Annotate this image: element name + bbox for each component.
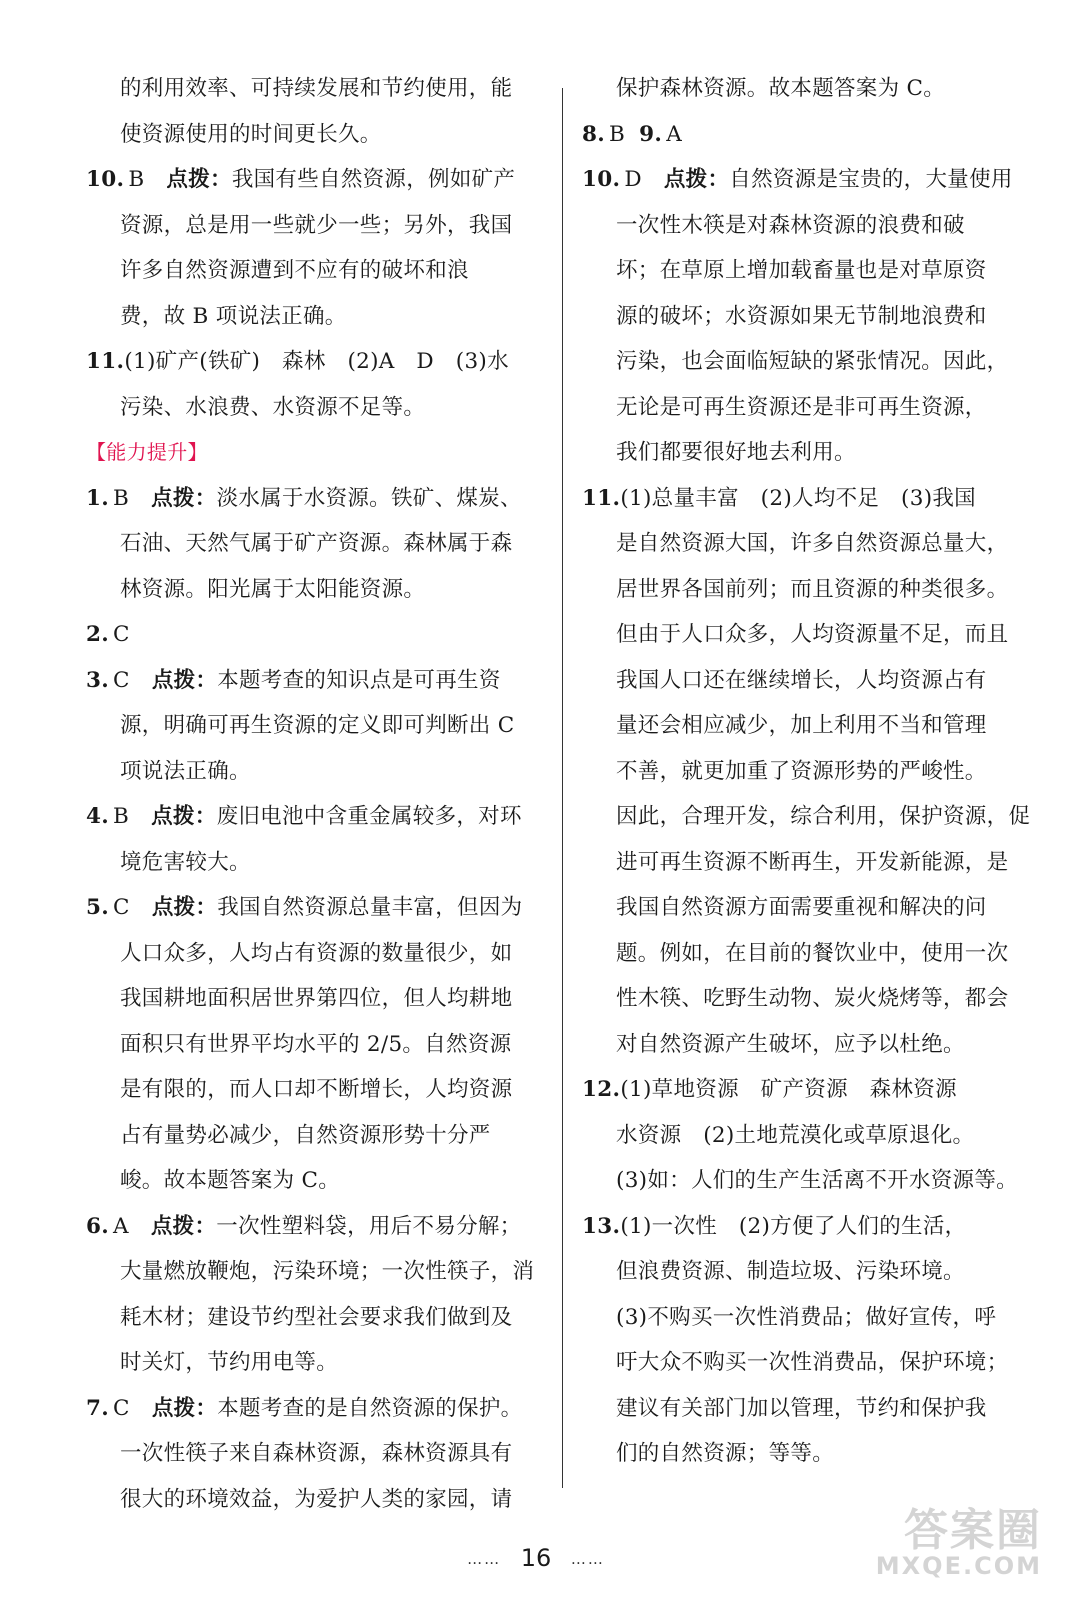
answer-item — [582, 1067, 1034, 1113]
answer-letter: C — [113, 667, 130, 693]
text-line: 耗木材；建设节约型社会要求我们做到及 — [120, 1304, 513, 1330]
text-line: 我国自然资源方面需要重视和解决的问 — [616, 895, 987, 920]
text-line: 面积只有世界平均水平的 2/5。自然资源 — [120, 1031, 512, 1057]
text-line: 林资源。阳光属于太阳能资源。 — [120, 576, 426, 602]
text-line: 项说法正确。 — [120, 758, 251, 784]
watermark-logo: 答案圈 — [904, 1505, 1042, 1556]
question-number: 6. — [86, 1213, 110, 1239]
text-line: 一次性筷子来自森林资源，森林资源具有 — [120, 1441, 513, 1466]
question-number: 13. — [582, 1213, 621, 1239]
answer-item — [86, 476, 542, 522]
answer-text: 废旧电池中含重金属较多，对环 — [216, 804, 522, 829]
text-line: 的利用效率、可持续发展和节约使用，能 — [120, 76, 513, 101]
answer-letter: A — [666, 121, 683, 147]
question-number: 4. — [86, 804, 110, 829]
text-line: 们的自然资源；等等。 — [616, 1441, 835, 1466]
left-column — [86, 66, 542, 1522]
text-line: 污染、水浪费、水资源不足等。 — [120, 394, 426, 420]
text-line: 但浪费资源、制造垃圾、污染环境。 — [616, 1259, 965, 1284]
answer-letter: A — [113, 1213, 129, 1239]
section-heading: 【能力提升】 — [86, 440, 208, 464]
answer-letter: D — [624, 167, 642, 192]
text-line: 建议有关部门加以管理，节约和保护我 — [616, 1395, 987, 1421]
answer-text: 本题考查的知识点是可再生资 — [217, 667, 501, 693]
text-line: 量还会相应减少，加上利用不当和管理 — [616, 713, 987, 738]
answer-item — [86, 885, 542, 931]
text-line: 大量燃放鞭炮，污染环境；一次性筷子，消 — [120, 1259, 535, 1284]
answer-item — [582, 112, 1034, 158]
hint-label: 点拨： — [150, 1213, 217, 1239]
text-line: (3)不购买一次性消费品；做好宣传，呼 — [616, 1304, 997, 1330]
text-line: 是有限的，而人口却不断增长，人均资源 — [120, 1077, 513, 1102]
text-line: 性木筷、吃野生动物、炭火烧烤等，都会 — [616, 986, 1009, 1011]
answer-item — [582, 1204, 1034, 1250]
question-number: 10. — [582, 167, 621, 192]
hint-label: 点拨： — [151, 1395, 218, 1421]
page-number: 16 — [520, 1544, 552, 1572]
answer-letter: B — [128, 167, 145, 192]
text-line: 使资源使用的时间更长久。 — [120, 121, 382, 147]
answer-letter: C — [113, 895, 130, 920]
answer-letter: C — [113, 622, 130, 647]
watermark — [875, 1505, 1042, 1580]
text-line: 时关灯，节约用电等。 — [120, 1350, 339, 1375]
question-number: 7. — [86, 1395, 110, 1421]
text-line: 因此，合理开发，综合利用，保护资源，促 — [616, 804, 1031, 829]
footer-dots-left: …… — [467, 1550, 502, 1568]
hint-label: 点拨： — [151, 895, 218, 920]
text-line: 坏；在草原上增加载畜量也是对草原资 — [616, 258, 987, 283]
text-line: 资源，总是用一些就少一些；另外，我国 — [120, 212, 513, 238]
question-number: 1. — [86, 485, 110, 511]
text-line: 水资源 (2)土地荒漠化或草原退化。 — [616, 1122, 975, 1148]
answer-text: 一次性塑料袋，用后不易分解； — [216, 1213, 522, 1239]
hint-label: 点拨： — [151, 804, 217, 829]
answer-item — [86, 157, 542, 203]
answer-item — [582, 476, 1034, 522]
text-line: 吁大众不购买一次性消费品，保护环境； — [616, 1350, 1009, 1375]
text-line: 对自然资源产生破坏，应予以杜绝。 — [616, 1031, 965, 1057]
question-number: 11. — [86, 349, 125, 374]
answer-item — [582, 157, 1034, 203]
text-line: 是自然资源大国，许多自然资源总量大， — [616, 531, 1009, 556]
right-column — [582, 66, 1034, 1477]
text-line: 保护森林资源。故本题答案为 C。 — [616, 76, 946, 101]
question-number: 2. — [86, 622, 110, 647]
text-line: 题。例如，在目前的餐饮业中，使用一次 — [616, 940, 1009, 966]
watermark-site: MXQE.COM — [875, 1552, 1042, 1580]
text-line: 占有量势必减少，自然资源形势十分严 — [120, 1122, 491, 1148]
text-line: 人口众多，人均占有资源的数量很少，如 — [120, 940, 513, 966]
answer-text: (1)总量丰富 (2)人均不足 (3)我国 — [620, 485, 976, 511]
text-line: 费，故 B 项说法正确。 — [120, 303, 347, 329]
text-line: 无论是可再生资源还是非可再生资源， — [616, 394, 987, 420]
column-divider — [562, 88, 563, 1488]
text-line: 许多自然资源遭到不应有的破坏和浪 — [120, 258, 469, 283]
question-number: 10. — [86, 167, 125, 192]
question-number: 11. — [582, 485, 621, 511]
answer-text: 我国自然资源总量丰富，但因为 — [217, 895, 523, 920]
text-line: 居世界各国前列；而且资源的种类很多。 — [616, 576, 1009, 602]
text-line: 源，明确可再生资源的定义即可判断出 C — [120, 713, 515, 738]
answer-letter: B — [113, 804, 130, 829]
question-number: 8. — [582, 121, 606, 147]
hint-label: 点拨： — [663, 167, 730, 192]
answer-text: (1)草地资源 矿产资源 森林资源 — [620, 1077, 957, 1102]
text-line: 不善，就更加重了资源形势的严峻性。 — [616, 758, 987, 784]
question-number: 3. — [86, 667, 110, 693]
answer-text: (1)矿产(铁矿) 森林 (2)A D (3)水 — [124, 349, 509, 374]
text-line: 污染，也会面临短缺的紧张情况。因此， — [616, 349, 1009, 374]
text-line: 一次性木筷是对森林资源的浪费和破 — [616, 212, 965, 238]
text-line: 我们都要很好地去利用。 — [616, 440, 856, 465]
question-number: 5. — [86, 895, 110, 920]
answer-letter: B — [609, 121, 626, 147]
answer-text: 自然资源是宝贵的，大量使用 — [729, 167, 1013, 192]
answer-text: 本题考查的是自然资源的保护。 — [217, 1395, 523, 1421]
answer-item — [86, 612, 542, 658]
answer-item — [86, 339, 542, 385]
hint-label: 点拨： — [151, 485, 217, 511]
text-line: 但由于人口众多，人均资源量不足，而且 — [616, 622, 1009, 647]
hint-label: 点拨： — [151, 667, 218, 693]
text-line: 石油、天然气属于矿产资源。森林属于森 — [120, 531, 513, 556]
text-line: (3)如：人们的生产生活离不开水资源等。 — [616, 1168, 1018, 1193]
hint-label: 点拨： — [166, 167, 232, 192]
answer-text: (1)一次性 (2)方便了人们的生活， — [620, 1213, 967, 1239]
text-line: 峻。故本题答案为 C。 — [120, 1168, 341, 1193]
text-line: 境危害较大。 — [120, 849, 251, 875]
footer-dots-right: …… — [570, 1550, 605, 1568]
answer-letter: B — [113, 485, 130, 511]
question-number: 12. — [582, 1077, 621, 1102]
answer-item — [86, 794, 542, 840]
answer-item — [86, 658, 542, 704]
answer-letter: C — [113, 1395, 130, 1421]
question-number: 9. — [639, 121, 663, 147]
text-line: 很大的环境效益，为爱护人类的家园，请 — [120, 1486, 513, 1512]
text-line: 进可再生资源不断再生，开发新能源，是 — [616, 849, 1009, 875]
answer-item — [86, 1204, 542, 1250]
text-line: 我国人口还在继续增长，人均资源占有 — [616, 667, 987, 693]
answer-text: 淡水属于水资源。铁矿、煤炭、 — [216, 485, 522, 511]
text-line: 我国耕地面积居世界第四位，但人均耕地 — [120, 986, 513, 1011]
answer-item — [86, 1386, 542, 1432]
text-line: 源的破坏；水资源如果无节制地浪费和 — [616, 303, 987, 329]
answer-text: 我国有些自然资源，例如矿产 — [231, 167, 516, 192]
